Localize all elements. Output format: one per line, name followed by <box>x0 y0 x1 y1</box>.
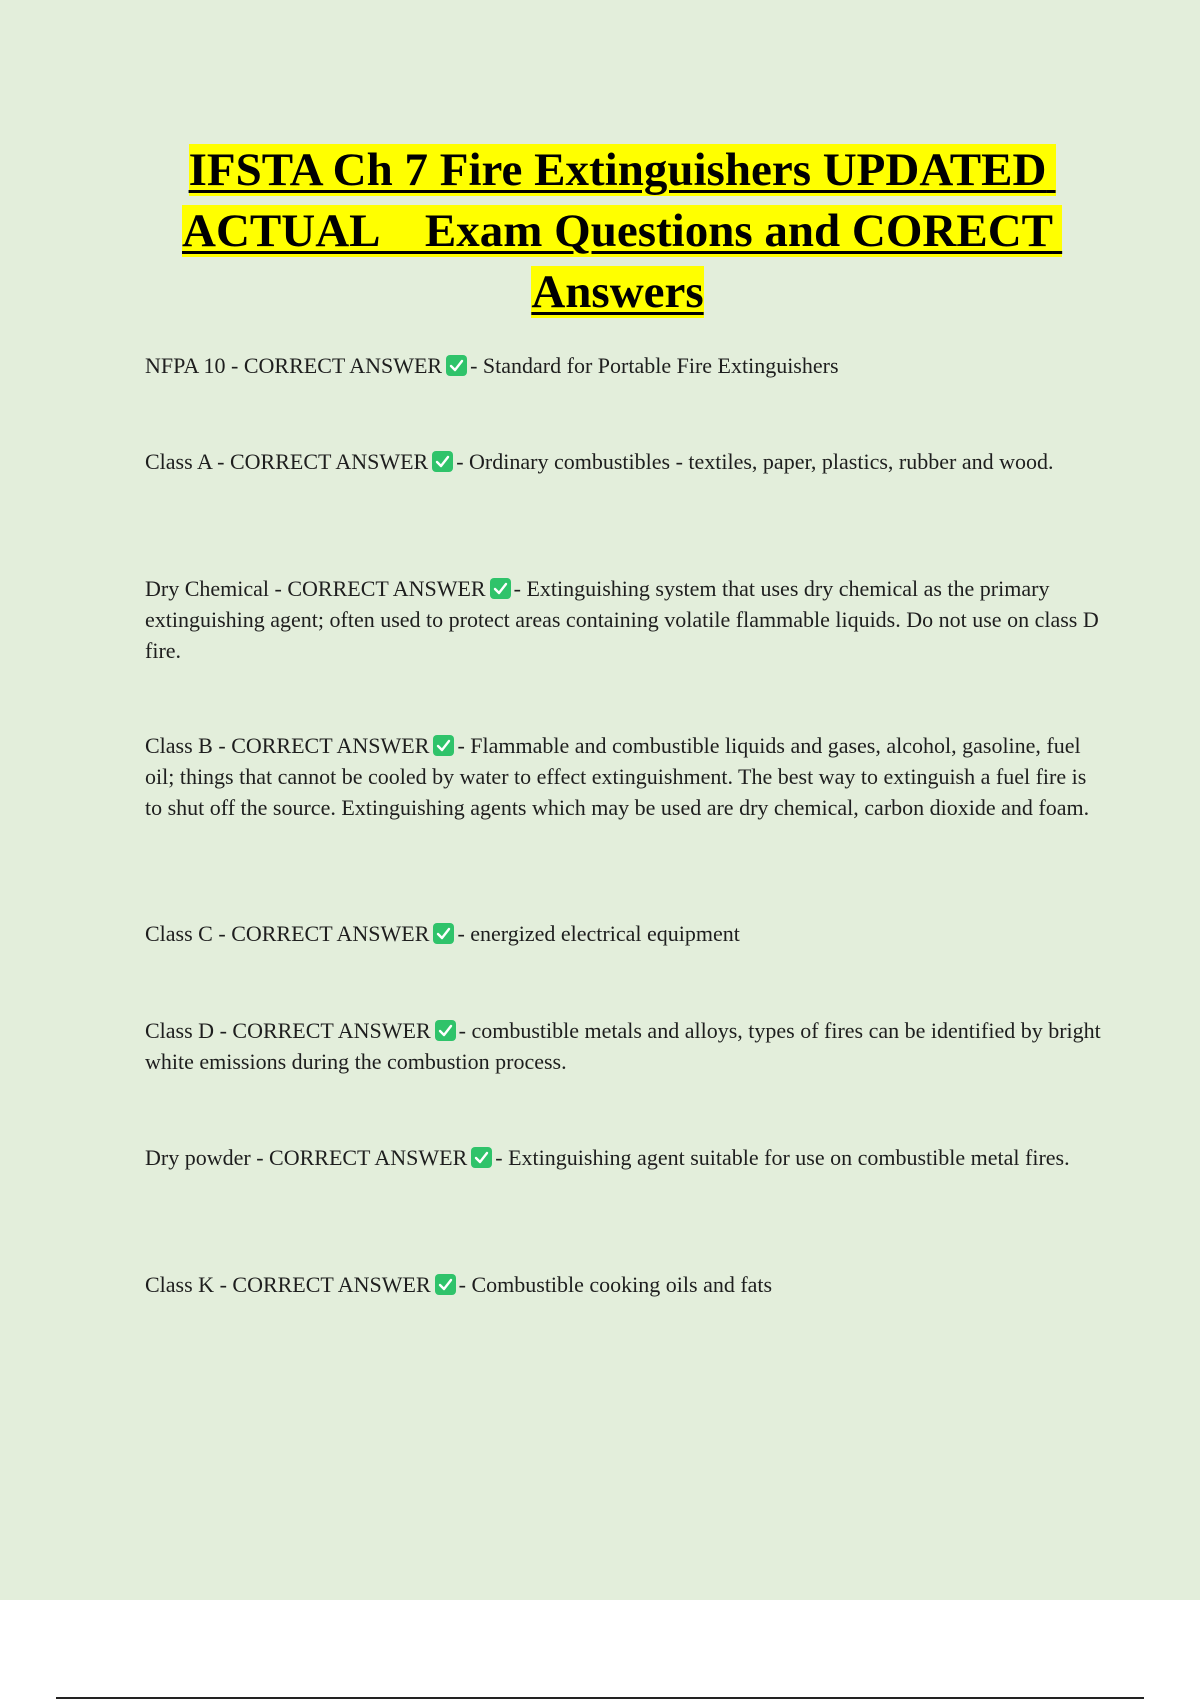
entry-dry-powder: Dry powder - CORRECT ANSWER - Extinguishing agent suitable for use on combustible metal fires. <box>145 1145 1070 1170</box>
check-mark-icon <box>435 1274 456 1295</box>
entry-term: Class C <box>145 921 213 946</box>
entry-term: Dry powder <box>145 1145 251 1170</box>
entry-nfpa-10: NFPA 10 - CORRECT ANSWER - Standard for Portable Fire Extinguishers <box>145 353 839 378</box>
answer-marker: CORRECT ANSWER <box>232 1018 431 1043</box>
answer-marker: CORRECT ANSWER <box>232 1272 431 1297</box>
check-mark-icon <box>435 1020 456 1041</box>
entry-definition: Combustible cooking oils and fats <box>471 1272 773 1297</box>
entry-class-d: Class D - CORRECT ANSWER - combustible metals and alloys, types of fires can be identified by bright white emissions during the combustion process. <box>145 1018 1101 1074</box>
entry-term: NFPA 10 <box>145 353 226 378</box>
check-mark-icon <box>471 1147 492 1168</box>
check-mark-icon <box>446 355 467 376</box>
answer-marker: CORRECT ANSWER <box>269 1145 468 1170</box>
answer-marker: CORRECT ANSWER <box>231 733 430 758</box>
answer-marker: CORRECT ANSWER <box>287 576 486 601</box>
entry-term: Class D <box>145 1018 215 1043</box>
entry-class-c: Class C - CORRECT ANSWER - energized electrical equipment <box>145 921 740 946</box>
footer-divider <box>56 1697 1144 1699</box>
entry-definition: Standard for Portable Fire Extinguishers <box>482 353 839 378</box>
document-title <box>120 140 1115 323</box>
check-mark-icon <box>433 923 454 944</box>
answer-marker: CORRECT ANSWER <box>231 921 430 946</box>
entry-definition: energized electrical equipment <box>470 921 740 946</box>
answer-marker: CORRECT ANSWER <box>229 449 429 474</box>
answer-marker: CORRECT ANSWER <box>243 353 443 378</box>
entry-definition: Extinguishing agent suitable for use on combustible metal fires. <box>508 1145 1070 1170</box>
entry-term: Dry Chemical <box>145 576 270 601</box>
entry-class-b: Class B - CORRECT ANSWER - Flammable and combustible liquids and gases, alcohol, gasoline, fuel oil; things that cannot be cooled by water to effect extinguishment. The best way to extinguish a fuel fire is to shut off the source. Extinguishing agents which may be used are dry chemical, carbon dioxide and foam. <box>145 733 1090 820</box>
check-mark-icon <box>490 578 511 599</box>
entry-term: Class K <box>145 1272 215 1297</box>
entry-class-k: Class K - CORRECT ANSWER - Combustible cooking oils and fats <box>145 1272 773 1297</box>
entry-definition: Ordinary combustibles - textiles, paper, plastics, rubber and wood. <box>469 449 1054 474</box>
entry-definition: combustible metals and alloys, types of fires can be identified by bright white emissions during the combustion process. <box>145 1018 1101 1074</box>
entry-class-a: Class A - CORRECT ANSWER - Ordinary combustibles - textiles, paper, plastics, rubber and wood. <box>145 449 1054 474</box>
entry-dry-chemical: Dry Chemical - CORRECT ANSWER - Extinguishing system that uses dry chemical as the primary extinguishing agent; often used to protect areas containing volatile flammable liquids. Do not use on class D fire. <box>145 576 1099 663</box>
entry-definition: Extinguishing system that uses dry chemical as the primary extinguishing agent; often used to protect areas containing volatile flammable liquids. Do not use on class D fire. <box>145 576 1099 663</box>
entry-term: Class B <box>145 733 213 758</box>
check-mark-icon <box>433 735 454 756</box>
entry-term: Class A <box>145 449 212 474</box>
check-mark-icon <box>432 451 453 472</box>
entry-definition: Flammable and combustible liquids and gases, alcohol, gasoline, fuel oil; things that cannot be cooled by water to effect extinguishment. The best way to extinguish a fuel fire is to shut off the source. Extinguishing agents which may be used are dry chemical, carbon dioxide and foam. <box>145 733 1090 820</box>
title-highlight: IFSTA Ch 7 Fire Extinguishers UPDATED ACTUAL Exam Questions and CORECT Answers <box>182 144 1063 318</box>
